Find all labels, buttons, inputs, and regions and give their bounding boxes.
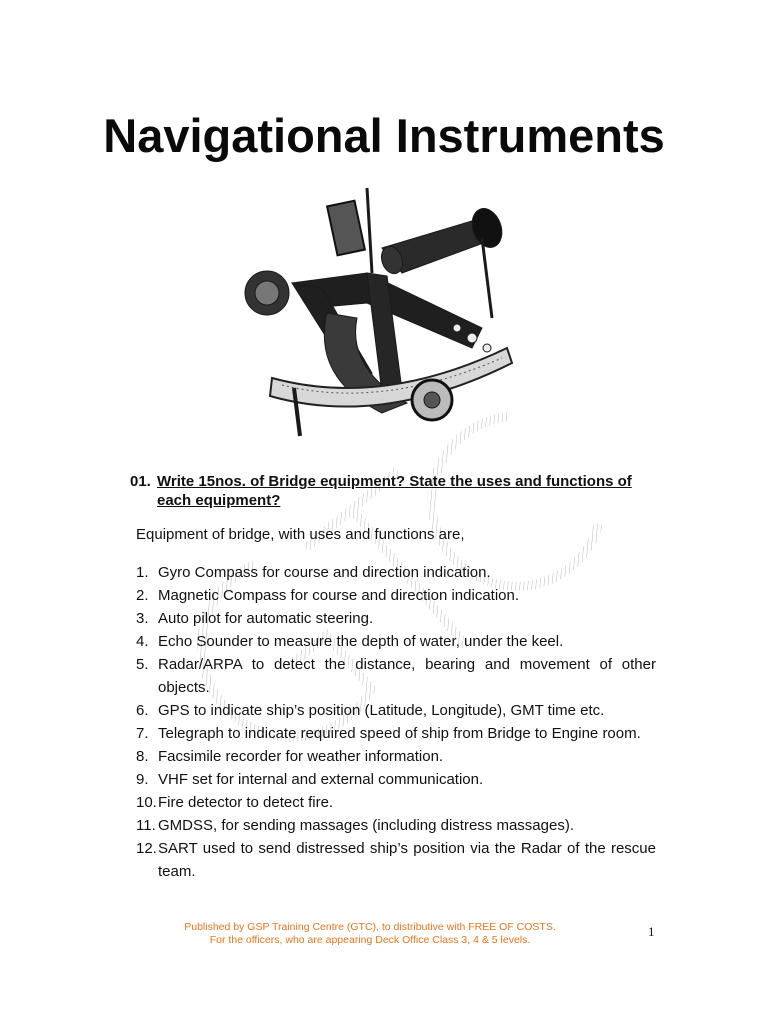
- list-item-text: Facsimile recorder for weather information.: [158, 748, 444, 765]
- footer-line-1: Published by GSP Training Centre (GTC), to distributive with FREE OF COSTS.: [184, 921, 556, 933]
- footer-line-2: For the officers, who are appearing Deck Office Class 3, 4 & 5 levels.: [209, 934, 531, 946]
- list-item: [136, 653, 656, 699]
- intro-text: Equipment of bridge, with uses and functions are,: [136, 526, 465, 543]
- list-item-number: 10.: [136, 794, 157, 811]
- list-item-number: 11.: [136, 817, 156, 834]
- list-item: [136, 745, 656, 768]
- list-item-text: Radar/ARPA to detect the distance, bearing and movement of other objects.: [158, 656, 656, 696]
- list-item-text: VHF set for internal and external communication.: [158, 771, 484, 788]
- page-number: 1: [648, 924, 655, 939]
- list-item-number: 9.: [136, 771, 149, 788]
- question-number: 01.: [130, 473, 151, 490]
- list-item: [136, 561, 656, 584]
- list-item-number: 6.: [136, 702, 149, 719]
- list-item: [136, 607, 656, 630]
- list-item: [136, 699, 656, 722]
- list-item-text: GPS to indicate ship’s position (Latitude, Longitude), GMT time etc.: [158, 702, 605, 719]
- list-item-number: 7.: [136, 725, 149, 742]
- list-item-text: Fire detector to detect fire.: [158, 794, 334, 811]
- list-item-text: Auto pilot for automatic steering.: [158, 610, 374, 627]
- page-title: Navigational Instruments: [103, 109, 665, 162]
- list-item-text: Magnetic Compass for course and direction indication.: [158, 587, 520, 604]
- list-item-text: Echo Sounder to measure the depth of water, under the keel.: [158, 633, 564, 650]
- list-item-number: 4.: [136, 633, 149, 650]
- footer: [100, 921, 640, 947]
- list-item-number: 1.: [136, 564, 149, 581]
- list-item: [136, 837, 656, 883]
- list-item-number: 5.: [136, 656, 149, 673]
- list-item-number: 2.: [136, 587, 149, 604]
- sextant-icon: [232, 178, 532, 440]
- list-item: [136, 768, 656, 791]
- list-item: [136, 722, 656, 745]
- list-item: [136, 814, 656, 837]
- list-item: [136, 791, 656, 814]
- list-item-text: Telegraph to indicate required speed of ship from Bridge to Engine room.: [158, 725, 641, 742]
- list-item-number: 8.: [136, 748, 149, 765]
- question-text: Write 15nos. of Bridge equipment? State the uses and functions of each equipment?: [157, 473, 632, 509]
- list-item-number: 12.: [136, 840, 157, 857]
- list-item: [136, 584, 656, 607]
- list-item: [136, 630, 656, 653]
- list-item-text: Gyro Compass for course and direction indication.: [158, 564, 491, 581]
- question-heading: [130, 472, 650, 510]
- list-item-number: 3.: [136, 610, 149, 627]
- list-item-text: SART used to send distressed ship’s position via the Radar of the rescue team.: [158, 840, 656, 880]
- equipment-list: [136, 561, 656, 883]
- list-item-text: GMDSS, for sending massages (including distress massages).: [158, 817, 575, 834]
